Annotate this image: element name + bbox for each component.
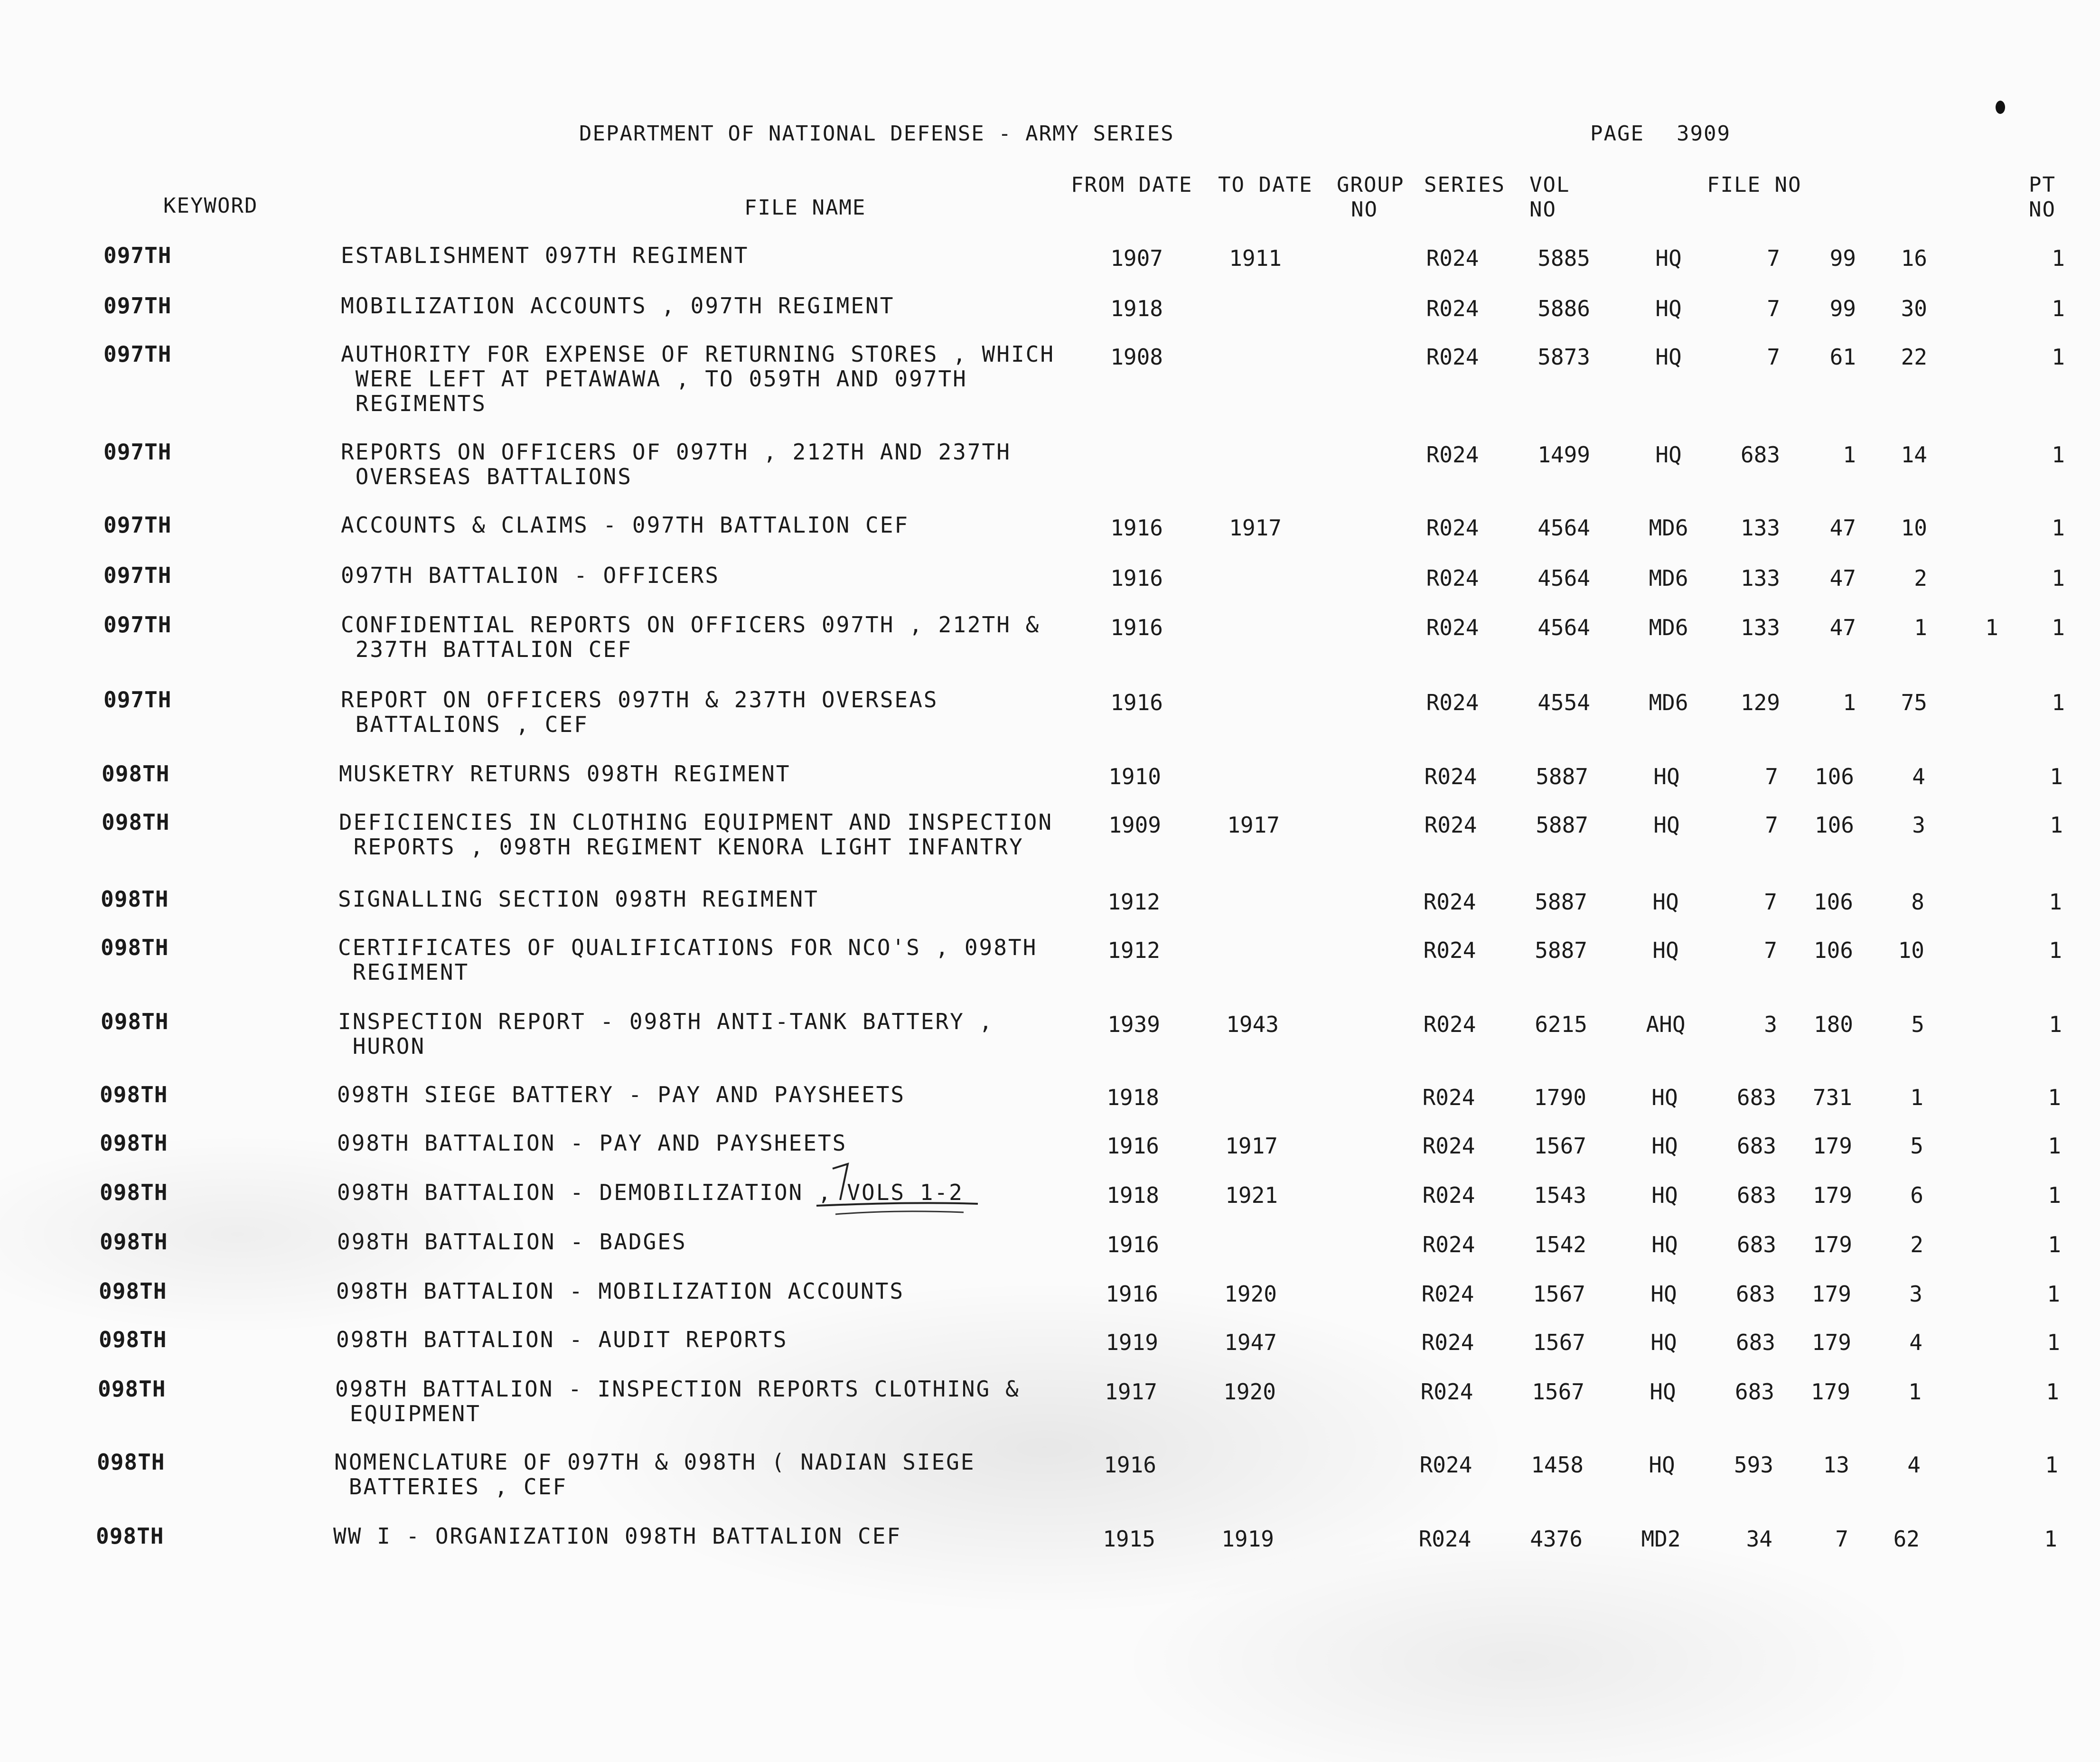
row-file-name-line: 097TH BATTALION - OFFICERS <box>341 562 720 588</box>
header-group-no: NO <box>1351 197 1378 222</box>
row-vol-no: 1542 <box>1534 1232 1586 1257</box>
row-file-name-line: 098TH BATTALION - DEMOBILIZATION , VOLS 1-2 <box>337 1180 964 1205</box>
row-vol-no: 1567 <box>1533 1330 1585 1355</box>
row-series: R024 <box>1418 1526 1472 1552</box>
row-pt-no: 1 <box>2052 245 2065 271</box>
row-file-no-3: 179 <box>1810 1379 1850 1405</box>
row-keyword: 098TH <box>100 1082 168 1107</box>
page-label: PAGE <box>1590 122 1644 146</box>
row-file-no-2: 129 <box>1740 690 1780 715</box>
row-pt-no: 1 <box>2052 615 2065 640</box>
row-vol-no: 1543 <box>1534 1182 1586 1208</box>
row-pt-no: 1 <box>2044 1526 2057 1552</box>
row-file-no-3: 1 <box>1843 442 1856 468</box>
row-file-no-prefix: MD6 <box>1649 515 1688 541</box>
row-from-date: 1908 <box>1110 344 1163 370</box>
row-file-no-4: 22 <box>1901 344 1927 370</box>
row-file-no-2: 34 <box>1746 1526 1772 1552</box>
row-vol-no: 1790 <box>1534 1085 1586 1110</box>
row-series: R024 <box>1424 812 1477 838</box>
row-file-name-line: ACCOUNTS & CLAIMS - 097TH BATTALION CEF <box>341 512 909 538</box>
row-file-no-3: 106 <box>1814 764 1854 789</box>
row-file-no-3: 106 <box>1814 812 1854 838</box>
row-keyword: 097TH <box>103 243 172 268</box>
row-keyword: 098TH <box>97 1449 165 1475</box>
row-vol-no: 1499 <box>1538 442 1590 468</box>
row-from-date: 1917 <box>1105 1379 1157 1405</box>
row-file-no-prefix: HQ <box>1652 937 1679 963</box>
row-pt-no: 1 <box>2052 515 2065 541</box>
row-series: R024 <box>1424 764 1477 789</box>
row-file-name-line: NOMENCLATURE OF 097TH & 098TH ( NADIAN SIEGE <box>334 1449 975 1475</box>
row-to-date: 1911 <box>1229 245 1282 271</box>
row-file-no-prefix: HQ <box>1652 889 1679 915</box>
row-file-no-4: 4 <box>1912 764 1925 789</box>
row-pt-no: 1 <box>2049 937 2062 963</box>
row-pt-no: 1 <box>2050 764 2063 789</box>
row-file-no-4: 62 <box>1893 1526 1920 1552</box>
row-pt-no: 1 <box>2052 344 2065 370</box>
row-extra-mark: 1 <box>1985 615 1998 640</box>
row-to-date: 1943 <box>1226 1012 1279 1037</box>
row-vol-no: 1458 <box>1531 1452 1584 1478</box>
row-keyword: 098TH <box>98 1376 166 1402</box>
row-file-no-3: 179 <box>1812 1182 1852 1208</box>
row-to-date: 1917 <box>1225 1133 1278 1159</box>
row-vol-no: 1567 <box>1533 1281 1585 1307</box>
row-keyword: 098TH <box>102 809 170 835</box>
row-file-no-4: 10 <box>1898 937 1924 963</box>
row-file-no-2: 3 <box>1764 1012 1777 1037</box>
row-keyword: 097TH <box>103 439 172 465</box>
row-file-no-4: 75 <box>1901 690 1927 715</box>
row-series: R024 <box>1421 1281 1474 1307</box>
row-to-date: 1917 <box>1229 515 1282 541</box>
row-vol-no: 6215 <box>1535 1012 1587 1037</box>
row-to-date: 1947 <box>1224 1330 1277 1355</box>
row-from-date: 1939 <box>1107 1012 1160 1037</box>
row-keyword: 098TH <box>101 886 169 912</box>
row-series: R024 <box>1422 1133 1475 1159</box>
row-file-no-3: 99 <box>1829 296 1856 321</box>
row-series: R024 <box>1426 442 1479 468</box>
row-file-no-prefix: HQ <box>1651 1133 1678 1159</box>
row-file-no-prefix: HQ <box>1653 764 1680 789</box>
row-vol-no: 5886 <box>1538 296 1590 321</box>
row-series: R024 <box>1419 1452 1472 1478</box>
header-group: GROUP <box>1337 173 1405 197</box>
row-pt-no: 1 <box>2049 889 2062 915</box>
row-file-no-4: 3 <box>1912 812 1925 838</box>
row-file-name-line: REPORTS ON OFFICERS OF 097TH , 212TH AND 237TH <box>341 439 1011 465</box>
row-file-name-line: WW I - ORGANIZATION 098TH BATTALION CEF <box>333 1523 902 1549</box>
row-pt-no: 1 <box>2049 1012 2062 1037</box>
row-file-no-3: 106 <box>1813 889 1853 915</box>
row-to-date: 1921 <box>1225 1182 1278 1208</box>
header-file-name: FILE NAME <box>744 196 866 220</box>
row-from-date: 1918 <box>1110 296 1163 321</box>
row-file-name-line: DEFICIENCIES IN CLOTHING EQUIPMENT AND INSPECTION <box>339 809 1053 835</box>
row-file-no-3: 731 <box>1812 1085 1852 1110</box>
row-from-date: 1918 <box>1106 1182 1159 1208</box>
row-file-name-line: 098TH BATTALION - MOBILIZATION ACCOUNTS <box>336 1278 905 1304</box>
header-vol: VOL <box>1529 173 1570 197</box>
row-to-date: 1919 <box>1221 1526 1274 1552</box>
row-file-no-3: 179 <box>1811 1281 1851 1307</box>
row-pt-no: 1 <box>2047 1330 2060 1355</box>
row-pt-no: 1 <box>2052 442 2065 468</box>
row-file-name-line: 098TH SIEGE BATTERY - PAY AND PAYSHEETS <box>337 1082 906 1107</box>
row-file-no-prefix: HQ <box>1651 1232 1678 1257</box>
row-series: R024 <box>1426 245 1479 271</box>
row-to-date: 1917 <box>1227 812 1280 838</box>
row-file-no-2: 683 <box>1736 1182 1776 1208</box>
header-to-date: TO DATE <box>1218 173 1313 197</box>
row-from-date: 1916 <box>1106 1232 1159 1257</box>
row-file-no-2: 683 <box>1735 1281 1775 1307</box>
row-pt-no: 1 <box>2045 1452 2058 1478</box>
row-from-date: 1912 <box>1107 937 1160 963</box>
row-from-date: 1916 <box>1110 690 1163 715</box>
row-file-no-prefix: HQ <box>1651 1085 1678 1110</box>
row-file-name-line: AUTHORITY FOR EXPENSE OF RETURNING STORES , WHICH <box>341 341 1055 367</box>
row-series: R024 <box>1421 1330 1474 1355</box>
row-pt-no: 1 <box>2050 812 2063 838</box>
page-number: 3909 <box>1677 122 1731 146</box>
row-keyword: 097TH <box>103 293 172 319</box>
row-from-date: 1907 <box>1110 245 1163 271</box>
row-pt-no: 1 <box>2048 1232 2061 1257</box>
row-file-no-prefix: HQ <box>1650 1379 1676 1405</box>
row-file-no-2: 7 <box>1767 245 1780 271</box>
row-file-no-4: 4 <box>1909 1330 1922 1355</box>
row-vol-no: 1567 <box>1534 1133 1586 1159</box>
row-vol-no: 5873 <box>1538 344 1590 370</box>
row-series: R024 <box>1423 889 1476 915</box>
row-keyword: 097TH <box>103 341 172 367</box>
row-file-no-4: 4 <box>1907 1452 1921 1478</box>
row-file-no-4: 5 <box>1911 1012 1924 1037</box>
row-file-no-prefix: MD6 <box>1649 615 1688 640</box>
row-file-no-4: 1 <box>1914 615 1927 640</box>
row-file-no-prefix: MD6 <box>1649 565 1688 591</box>
row-vol-no: 5887 <box>1535 889 1587 915</box>
row-pt-no: 1 <box>2048 1085 2061 1110</box>
row-file-name-line: OVERSEAS BATTALIONS <box>341 464 632 489</box>
row-file-name-line: BATTALIONS , CEF <box>341 712 589 737</box>
row-file-no-2: 683 <box>1736 1085 1776 1110</box>
row-file-no-3: 7 <box>1835 1526 1848 1552</box>
row-series: R024 <box>1422 1085 1475 1110</box>
row-file-name-line: REPORTS , 098TH REGIMENT KENORA LIGHT INFANTRY <box>339 834 1024 860</box>
row-file-no-prefix: HQ <box>1655 442 1682 468</box>
row-file-no-prefix: HQ <box>1655 245 1682 271</box>
row-file-no-4: 2 <box>1910 1232 1923 1257</box>
row-keyword: 098TH <box>101 935 169 960</box>
row-file-no-4: 2 <box>1914 565 1927 591</box>
row-keyword: 097TH <box>103 512 172 538</box>
row-file-name-line: INSPECTION REPORT - 098TH ANTI-TANK BATTERY , <box>338 1009 994 1034</box>
row-file-no-3: 179 <box>1812 1232 1852 1257</box>
row-file-name-line: 098TH BATTALION - PAY AND PAYSHEETS <box>337 1130 847 1156</box>
row-vol-no: 5887 <box>1536 764 1588 789</box>
row-vol-no: 5887 <box>1535 937 1587 963</box>
row-file-no-3: 106 <box>1813 937 1853 963</box>
row-file-no-3: 179 <box>1811 1330 1851 1355</box>
row-vol-no: 5887 <box>1536 812 1588 838</box>
row-file-no-2: 7 <box>1765 764 1778 789</box>
row-file-no-4: 8 <box>1911 889 1924 915</box>
row-file-name-line: REGIMENT <box>338 959 469 985</box>
row-to-date: 1920 <box>1224 1281 1277 1307</box>
row-file-no-2: 7 <box>1765 812 1778 838</box>
row-file-name-line: REPORT ON OFFICERS 097TH & 237TH OVERSEAS <box>341 687 938 712</box>
row-keyword: 098TH <box>101 1009 169 1034</box>
row-from-date: 1918 <box>1106 1085 1159 1110</box>
header-vol-no: NO <box>1529 197 1556 222</box>
row-file-no-prefix: HQ <box>1655 296 1682 321</box>
row-file-no-3: 179 <box>1812 1133 1852 1159</box>
row-file-no-2: 133 <box>1740 615 1780 640</box>
row-file-no-2: 7 <box>1764 889 1777 915</box>
row-file-no-prefix: HQ <box>1651 1182 1678 1208</box>
row-vol-no: 5885 <box>1538 245 1590 271</box>
row-file-name-line: HURON <box>338 1033 426 1059</box>
row-pt-no: 1 <box>2052 296 2065 321</box>
row-keyword: 098TH <box>100 1229 168 1255</box>
row-file-name-line: 237TH BATTALION CEF <box>341 637 632 662</box>
row-vol-no: 4564 <box>1538 515 1590 541</box>
row-from-date: 1916 <box>1110 565 1163 591</box>
row-file-name-line: EQUIPMENT <box>335 1401 481 1426</box>
row-vol-no: 1567 <box>1532 1379 1584 1405</box>
row-from-date: 1916 <box>1106 1281 1158 1307</box>
header-keyword: KEYWORD <box>163 194 258 218</box>
row-file-no-3: 180 <box>1813 1012 1853 1037</box>
row-series: R024 <box>1426 344 1479 370</box>
row-file-name-line: SIGNALLING SECTION 098TH REGIMENT <box>338 886 819 912</box>
row-from-date: 1919 <box>1106 1330 1158 1355</box>
row-from-date: 1916 <box>1104 1452 1156 1478</box>
row-pt-no: 1 <box>2052 565 2065 591</box>
row-series: R024 <box>1426 615 1479 640</box>
row-to-date: 1920 <box>1223 1379 1276 1405</box>
row-file-name-line: CONFIDENTIAL REPORTS ON OFFICERS 097TH , 212TH & <box>341 612 1041 637</box>
row-from-date: 1915 <box>1103 1526 1155 1552</box>
row-file-no-2: 133 <box>1740 565 1780 591</box>
row-file-name-line: MOBILIZATION ACCOUNTS , 097TH REGIMENT <box>341 293 895 319</box>
row-series: R024 <box>1426 565 1479 591</box>
row-pt-no: 1 <box>2052 690 2065 715</box>
row-keyword: 098TH <box>100 1180 168 1205</box>
row-file-no-2: 683 <box>1736 1232 1776 1257</box>
row-keyword: 098TH <box>96 1523 164 1549</box>
row-pt-no: 1 <box>2048 1133 2061 1159</box>
row-file-no-2: 7 <box>1767 296 1780 321</box>
row-file-name-line: ESTABLISHMENT 097TH REGIMENT <box>341 243 749 268</box>
document-title: DEPARTMENT OF NATIONAL DEFENSE - ARMY SERIES <box>579 122 1174 146</box>
row-file-no-3: 61 <box>1829 344 1856 370</box>
row-vol-no: 4554 <box>1538 690 1590 715</box>
row-from-date: 1916 <box>1110 615 1163 640</box>
row-vol-no: 4564 <box>1538 615 1590 640</box>
row-vol-no: 4564 <box>1538 565 1590 591</box>
row-file-name-line: MUSKETRY RETURNS 098TH REGIMENT <box>339 761 791 787</box>
row-file-no-prefix: HQ <box>1650 1281 1677 1307</box>
row-file-no-4: 14 <box>1901 442 1927 468</box>
row-series: R024 <box>1423 937 1476 963</box>
row-file-no-4: 30 <box>1901 296 1927 321</box>
row-file-name-line: REGIMENTS <box>341 391 487 416</box>
row-file-no-3: 13 <box>1823 1452 1849 1478</box>
row-file-no-4: 16 <box>1901 245 1927 271</box>
row-file-no-prefix: MD6 <box>1649 690 1688 715</box>
row-file-no-3: 99 <box>1829 245 1856 271</box>
row-series: R024 <box>1426 690 1479 715</box>
row-keyword: 097TH <box>103 687 172 712</box>
header-from-date: FROM DATE <box>1071 173 1193 197</box>
row-series: R024 <box>1423 1012 1476 1037</box>
row-file-no-2: 683 <box>1734 1379 1774 1405</box>
row-from-date: 1916 <box>1110 515 1163 541</box>
row-file-no-4: 1 <box>1910 1085 1923 1110</box>
row-file-no-3: 47 <box>1829 565 1856 591</box>
row-keyword: 098TH <box>99 1327 167 1352</box>
row-series: R024 <box>1422 1232 1475 1257</box>
row-file-no-prefix: HQ <box>1650 1330 1677 1355</box>
row-file-no-4: 1 <box>1908 1379 1922 1405</box>
row-keyword: 097TH <box>103 562 172 588</box>
row-series: R024 <box>1422 1182 1475 1208</box>
header-series: SERIES <box>1424 173 1505 197</box>
row-keyword: 098TH <box>100 1130 168 1156</box>
row-file-no-2: 593 <box>1734 1452 1773 1478</box>
row-file-name-line: BATTERIES , CEF <box>334 1474 568 1500</box>
row-keyword: 098TH <box>99 1278 167 1304</box>
row-file-name-line: 098TH BATTALION - BADGES <box>337 1229 687 1255</box>
header-pt-no: NO <box>2029 197 2056 222</box>
row-file-name-line: WERE LEFT AT PETAWAWA , TO 059TH AND 097TH <box>341 366 967 392</box>
row-pt-no: 1 <box>2046 1379 2059 1405</box>
row-series: R024 <box>1420 1379 1473 1405</box>
row-file-name-line: 098TH BATTALION - AUDIT REPORTS <box>336 1327 788 1352</box>
row-series: R024 <box>1426 515 1479 541</box>
row-file-no-4: 3 <box>1909 1281 1922 1307</box>
row-file-no-4: 5 <box>1910 1133 1923 1159</box>
row-file-no-2: 133 <box>1740 515 1780 541</box>
row-file-no-prefix: HQ <box>1649 1452 1675 1478</box>
row-file-no-4: 10 <box>1901 515 1927 541</box>
row-file-name-line: CERTIFICATES OF QUALIFICATIONS FOR NCO'S , 098TH <box>338 935 1038 960</box>
row-file-name-line: 098TH BATTALION - INSPECTION REPORTS CLOTHING & <box>335 1376 1020 1402</box>
row-pt-no: 1 <box>2048 1182 2061 1208</box>
row-keyword: 098TH <box>102 761 170 787</box>
row-from-date: 1910 <box>1108 764 1161 789</box>
row-series: R024 <box>1426 296 1479 321</box>
row-file-no-2: 7 <box>1767 344 1780 370</box>
row-file-no-2: 683 <box>1736 1133 1776 1159</box>
row-vol-no: 4376 <box>1530 1526 1583 1552</box>
row-file-no-3: 47 <box>1829 515 1856 541</box>
row-file-no-4: 6 <box>1910 1182 1923 1208</box>
row-file-no-2: 683 <box>1740 442 1780 468</box>
row-file-no-3: 47 <box>1829 615 1856 640</box>
row-file-no-2: 683 <box>1735 1330 1775 1355</box>
row-file-no-prefix: HQ <box>1655 344 1682 370</box>
header-pt: PT <box>2029 173 2056 197</box>
row-keyword: 097TH <box>103 612 172 637</box>
pen-mark <box>807 1158 1282 1225</box>
row-pt-no: 1 <box>2047 1281 2060 1307</box>
row-file-no-prefix: AHQ <box>1646 1012 1686 1037</box>
row-from-date: 1909 <box>1108 812 1161 838</box>
row-file-no-prefix: MD2 <box>1641 1526 1681 1552</box>
row-file-no-prefix: HQ <box>1653 812 1680 838</box>
row-from-date: 1912 <box>1107 889 1160 915</box>
row-file-no-2: 7 <box>1764 937 1777 963</box>
row-from-date: 1916 <box>1106 1133 1159 1159</box>
header-file-no: FILE NO <box>1707 173 1802 197</box>
row-file-no-3: 1 <box>1843 690 1856 715</box>
ink-dot-mark <box>1996 101 2005 114</box>
